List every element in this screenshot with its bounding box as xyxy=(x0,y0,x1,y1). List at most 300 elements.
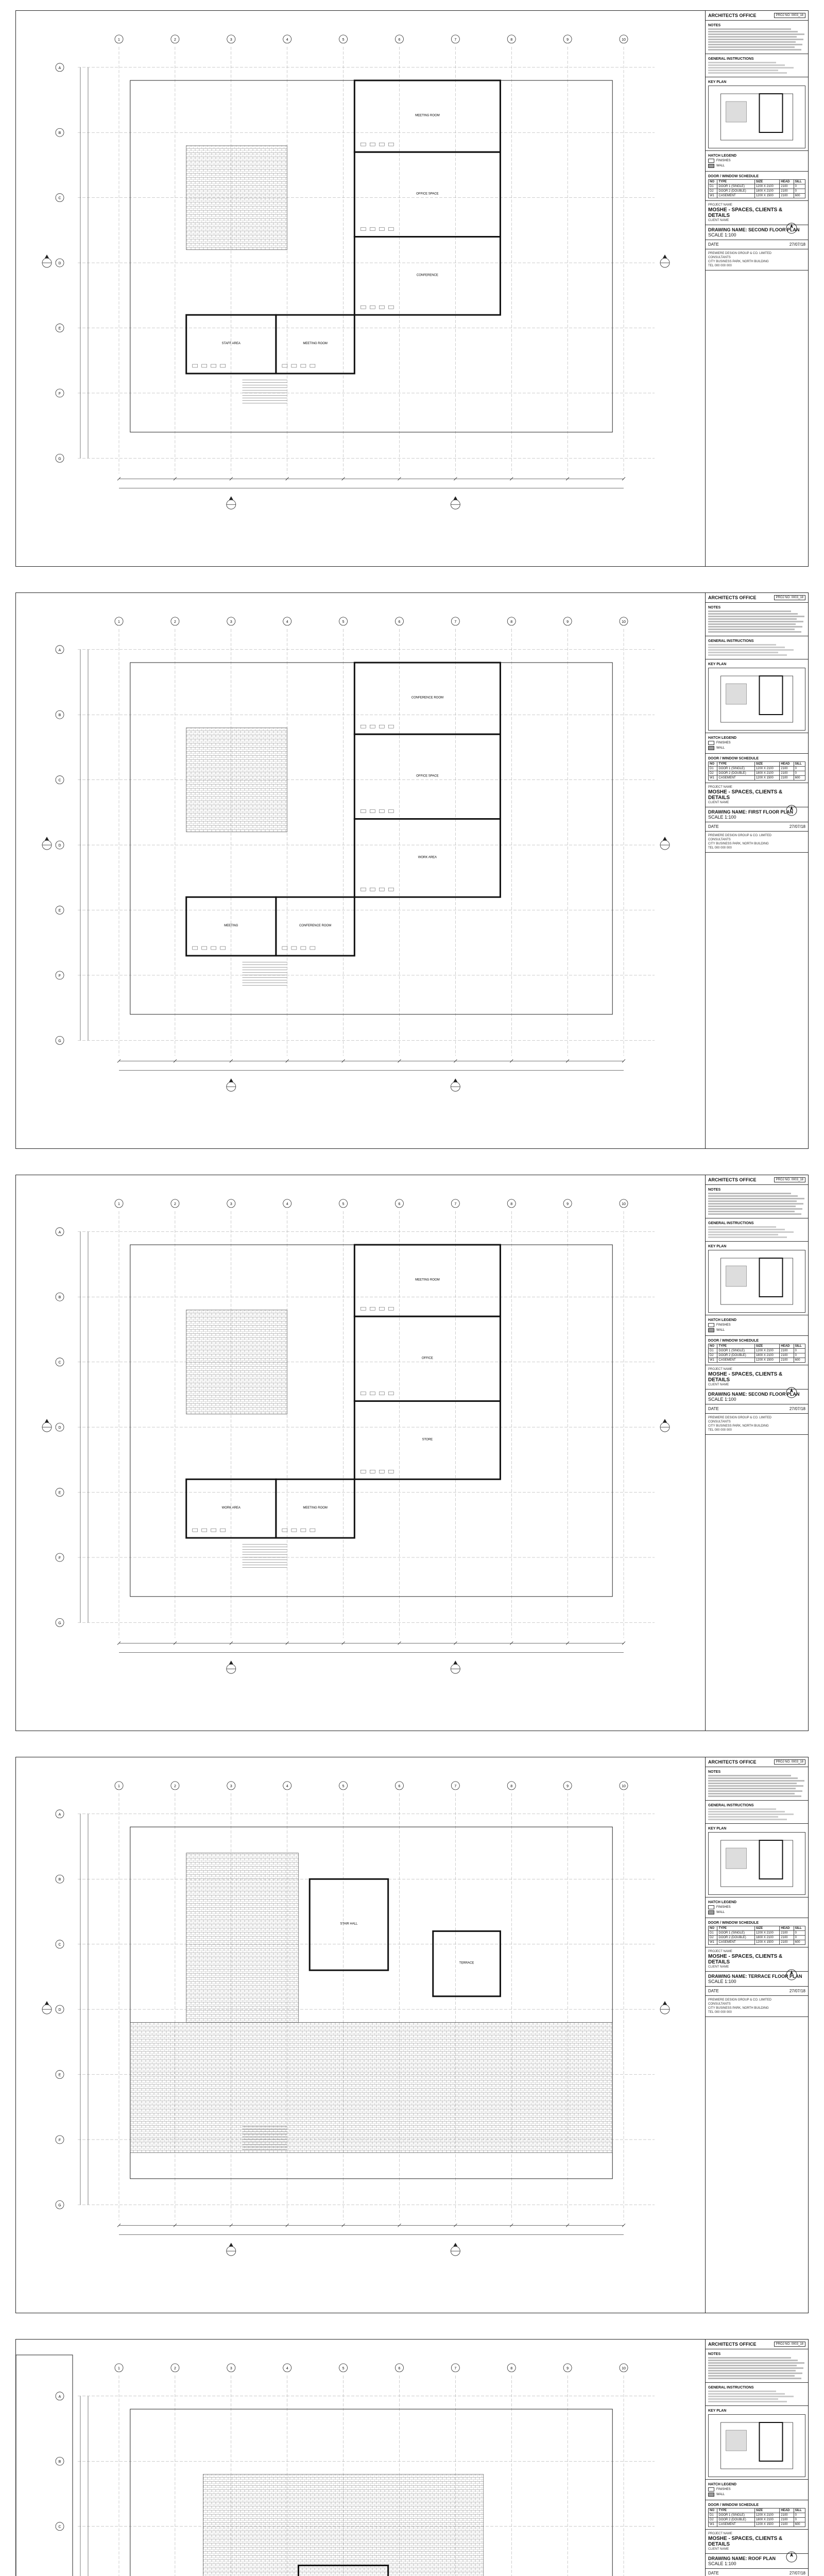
svg-text:B: B xyxy=(58,131,61,135)
svg-text:5: 5 xyxy=(342,1202,345,1206)
date-row xyxy=(706,1404,808,1414)
schedule-column-header: SILL xyxy=(794,180,805,184)
schedule-heading: DOOR / WINDOW SCHEDULE xyxy=(708,1921,759,1925)
schedule-cell: CASEMENT xyxy=(717,194,754,198)
project-name: MOSHE - SPACES, CLIENTS & DETAILS xyxy=(708,789,783,801)
date-value: 27/07/18 xyxy=(789,2571,805,2575)
note-line xyxy=(708,1211,795,1212)
note-line xyxy=(708,611,791,612)
svg-text:3: 3 xyxy=(230,1784,232,1788)
key-plan-heading: KEY PLAN xyxy=(708,2409,727,2413)
svg-text:6: 6 xyxy=(398,38,401,42)
schedule-cell: 1800 X 2100 xyxy=(754,1936,779,1940)
schedule-heading: DOOR / WINDOW SCHEDULE xyxy=(708,757,759,760)
legend-item xyxy=(708,2487,805,2492)
room-label: CONFERENCE ROOM xyxy=(411,696,444,700)
note-line xyxy=(708,1793,795,1794)
schedule-row xyxy=(709,1931,805,1936)
floor-plan-drawing xyxy=(16,1175,706,1731)
schedule-cell: 2100 xyxy=(780,771,794,776)
legend-swatch xyxy=(708,2493,714,2497)
general-instructions-heading: GENERAL INSTRUCTIONS xyxy=(708,1222,754,1225)
schedule-cell: DOOR 2 (DOUBLE) xyxy=(717,2518,754,2522)
general-instructions xyxy=(706,54,808,77)
date-value: 27/07/18 xyxy=(789,824,805,829)
svg-text:2: 2 xyxy=(174,1784,176,1788)
svg-text:4: 4 xyxy=(286,1784,288,1788)
note-line xyxy=(708,44,802,45)
project-info xyxy=(706,2530,808,2554)
schedule-row xyxy=(709,767,805,771)
date-value: 27/07/18 xyxy=(789,1989,805,1993)
svg-text:9: 9 xyxy=(566,2366,569,2370)
schedule-row xyxy=(709,194,805,198)
schedule-cell: CASEMENT xyxy=(717,1940,754,1945)
schedule-cell: 2100 xyxy=(780,194,794,198)
notes-section xyxy=(706,603,808,636)
drawing-name: DRAWING NAME: ROOF PLAN xyxy=(708,2556,776,2561)
legend-item xyxy=(708,2493,805,2497)
legend-item xyxy=(708,164,805,168)
svg-text:F: F xyxy=(58,1556,61,1560)
note-line xyxy=(708,2370,796,2371)
legend-swatch xyxy=(708,2487,714,2492)
drawing-sheet xyxy=(15,10,809,567)
key-plan-thumbnail xyxy=(708,1250,805,1313)
date-row xyxy=(706,2569,808,2576)
key-plan-thumbnail xyxy=(708,1832,805,1895)
room-label: MEETING ROOM xyxy=(303,342,328,346)
hatch-legend-heading: HATCH LEGEND xyxy=(708,1318,737,1322)
legend-label: WALL xyxy=(716,164,725,167)
instruction-line xyxy=(708,67,794,69)
project-name: MOSHE - SPACES, CLIENTS & DETAILS xyxy=(708,1954,783,1965)
svg-text:G: G xyxy=(58,1621,61,1625)
note-line xyxy=(708,2360,798,2361)
floor-plan-drawing xyxy=(16,11,706,566)
project-info xyxy=(706,1947,808,1972)
note-line xyxy=(708,2367,803,2369)
key-plan-heading: KEY PLAN xyxy=(708,1245,727,1248)
schedule-table xyxy=(708,1344,805,1363)
svg-text:C: C xyxy=(58,2525,61,2529)
room-label: OFFICE SPACE xyxy=(416,774,439,778)
schedule-cell: D2 xyxy=(709,1353,717,1358)
schedule-row xyxy=(709,1353,805,1358)
room-label: WORK AREA xyxy=(418,856,437,859)
legend-label: FINISHES xyxy=(716,2488,731,2491)
schedule-cell: 2100 xyxy=(780,189,794,194)
schedule-cell: DOOR 1 (SINGLE) xyxy=(717,2513,754,2518)
svg-text:D: D xyxy=(58,1426,61,1430)
svg-text:E: E xyxy=(58,909,61,913)
schedule-column-header: NO xyxy=(709,180,717,184)
legend-swatch xyxy=(708,1910,714,1914)
svg-text:6: 6 xyxy=(398,2366,401,2370)
note-line xyxy=(708,1200,797,1202)
schedule-table xyxy=(708,1926,805,1945)
key-plan-thumbnail xyxy=(708,2414,805,2477)
svg-text:3: 3 xyxy=(230,38,232,42)
schedule-cell: 1800 X 2100 xyxy=(754,189,779,194)
room-label: WORK AREA xyxy=(221,1506,241,1510)
consultant-footer xyxy=(706,1996,808,2017)
legend-item xyxy=(708,741,805,745)
schedule-cell: D1 xyxy=(709,2513,717,2518)
project-name: MOSHE - SPACES, CLIENTS & DETAILS xyxy=(708,207,783,218)
legend-swatch xyxy=(708,1323,714,1327)
room-label: STAIR HALL xyxy=(340,1922,358,1926)
legend-label: WALL xyxy=(716,747,725,750)
legend-swatch xyxy=(708,1905,714,1909)
svg-text:9: 9 xyxy=(566,1784,569,1788)
office-header xyxy=(706,1175,808,1185)
room-label: STORE xyxy=(422,1438,433,1442)
svg-text:8: 8 xyxy=(510,620,513,624)
svg-text:10: 10 xyxy=(622,2366,626,2370)
drawing-scale: SCALE 1:100 xyxy=(708,1397,736,1402)
key-plan-thumbnail xyxy=(708,86,805,148)
project-info xyxy=(706,783,808,807)
svg-text:F: F xyxy=(58,2138,61,2142)
note-line xyxy=(708,1783,797,1784)
office-header xyxy=(706,1757,808,1767)
schedule-cell: DOOR 1 (SINGLE) xyxy=(717,184,754,189)
key-plan-section xyxy=(706,1242,808,1315)
legend-swatch xyxy=(708,741,714,745)
schedule-row xyxy=(709,1936,805,1940)
legend-label: FINISHES xyxy=(716,1324,731,1327)
note-line xyxy=(708,36,797,38)
svg-text:1: 1 xyxy=(118,620,120,624)
schedule-column-header: HEAD xyxy=(780,1344,794,1349)
schedule-column-header: SIZE xyxy=(754,1926,779,1931)
footer-line: PREMIERE DESIGN GROUP & CO. LIMITED xyxy=(708,252,771,255)
note-line xyxy=(708,1193,791,1194)
svg-text:A: A xyxy=(58,1230,61,1234)
footer-line: CITY BUSINESS PARK, NORTH BUILDING xyxy=(708,260,769,263)
schedule-column-header: HEAD xyxy=(780,762,794,767)
drawing-scale: SCALE 1:100 xyxy=(708,232,736,238)
footer-line: PREMIERE DESIGN GROUP & CO. LIMITED xyxy=(708,1416,771,1419)
schedule-cell: 0 xyxy=(794,771,805,776)
schedule-cell: 2100 xyxy=(780,1358,794,1363)
schedule-cell: 600 xyxy=(794,1940,805,1945)
room-label: OFFICE xyxy=(421,1357,433,1360)
title-block xyxy=(705,2340,808,2576)
note-line xyxy=(708,1790,802,1792)
legend-swatch xyxy=(708,159,714,163)
instruction-line xyxy=(708,1231,794,1233)
svg-text:C: C xyxy=(58,778,61,783)
note-line xyxy=(708,2372,802,2374)
svg-text:C: C xyxy=(58,1361,61,1365)
svg-text:E: E xyxy=(58,1491,61,1495)
legend-swatch xyxy=(708,1328,714,1332)
consultant-footer xyxy=(706,249,808,270)
date-label: DATE xyxy=(708,1406,719,1411)
svg-text:4: 4 xyxy=(286,2366,288,2370)
notes-heading: NOTES xyxy=(708,1770,721,1774)
instruction-line xyxy=(708,644,776,646)
schedule-cell: 600 xyxy=(794,194,805,198)
svg-text:F: F xyxy=(58,392,61,396)
date-value: 27/07/18 xyxy=(789,242,805,247)
schedule-cell: DOOR 2 (DOUBLE) xyxy=(717,189,754,194)
schedule-cell: DOOR 1 (SINGLE) xyxy=(717,1931,754,1936)
general-instructions-heading: GENERAL INSTRUCTIONS xyxy=(708,639,754,643)
svg-text:5: 5 xyxy=(342,2366,345,2370)
schedule-cell: 0 xyxy=(794,1931,805,1936)
schedule-cell: DOOR 1 (SINGLE) xyxy=(717,1349,754,1353)
note-line xyxy=(708,1775,791,1776)
date-label: DATE xyxy=(708,824,719,829)
instruction-line xyxy=(708,1816,778,1818)
notes-section xyxy=(706,2349,808,2383)
svg-text:5: 5 xyxy=(342,620,345,624)
note-line xyxy=(708,28,791,30)
schedule-cell: 600 xyxy=(794,2522,805,2527)
drawing-name: DRAWING NAME: FIRST FLOOR PLAN xyxy=(708,809,793,815)
office-name: ARCHITECTS OFFICE xyxy=(708,1759,757,1765)
footer-line: CONSULTANTS xyxy=(708,2003,731,2006)
schedule-column-header: HEAD xyxy=(780,1926,794,1931)
floor-plan-drawing xyxy=(16,2340,706,2576)
note-line xyxy=(708,623,796,625)
instruction-line xyxy=(708,64,785,66)
schedule-header-row xyxy=(709,1926,805,1931)
svg-text:10: 10 xyxy=(622,1784,626,1788)
note-line xyxy=(708,621,803,622)
footer-line: CITY BUSINESS PARK, NORTH BUILDING xyxy=(708,2007,769,2010)
legend-swatch xyxy=(708,746,714,750)
date-label: DATE xyxy=(708,1989,719,1993)
schedule-cell: 2100 xyxy=(780,776,794,781)
schedule-column-header: HEAD xyxy=(780,180,794,184)
schedule-cell: 0 xyxy=(794,1349,805,1353)
date-label: DATE xyxy=(708,242,719,247)
instruction-line xyxy=(708,2396,794,2397)
schedule-cell: W1 xyxy=(709,194,717,198)
instruction-line xyxy=(708,2401,787,2402)
floor-plan-drawing xyxy=(16,593,706,1148)
note-line xyxy=(708,2365,797,2366)
svg-text:4: 4 xyxy=(286,620,288,624)
footer-line: TEL 000 000 000 xyxy=(708,264,732,267)
footer-line: PREMIERE DESIGN GROUP & CO. LIMITED xyxy=(708,834,771,837)
date-value: 27/07/18 xyxy=(789,1406,805,1411)
schedule-cell: 1200 X 1500 xyxy=(754,2522,779,2527)
schedule-column-header: SILL xyxy=(794,762,805,767)
consultant-footer xyxy=(706,1414,808,1435)
svg-text:5: 5 xyxy=(342,38,345,42)
schedule-cell: 1200 X 2100 xyxy=(754,1931,779,1936)
office-header xyxy=(706,593,808,603)
schedule-cell: 1200 X 2100 xyxy=(754,2513,779,2518)
legend-item xyxy=(708,1905,805,1909)
title-block xyxy=(705,1757,808,2313)
general-instructions xyxy=(706,1218,808,1242)
instruction-line xyxy=(708,70,778,71)
schedule-cell: 0 xyxy=(794,189,805,194)
note-line xyxy=(708,1213,801,1215)
schedule-cell: 2100 xyxy=(780,767,794,771)
schedule-cell: 1200 X 2100 xyxy=(754,1349,779,1353)
legend-label: WALL xyxy=(716,1911,725,1914)
svg-text:6: 6 xyxy=(398,1784,401,1788)
svg-text:1: 1 xyxy=(118,1202,120,1206)
note-line xyxy=(708,631,801,633)
schedule-row xyxy=(709,771,805,776)
drawing-sheet xyxy=(15,592,809,1149)
floor-plan-drawing xyxy=(16,1757,706,2313)
schedule-column-header: NO xyxy=(709,762,717,767)
footer-line: CONSULTANTS xyxy=(708,1420,731,1423)
schedule-column-header: NO xyxy=(709,2509,717,2513)
legend-label: FINISHES xyxy=(716,159,731,162)
instruction-line xyxy=(708,1811,785,1812)
project-label: PROJECT NAME xyxy=(708,2532,732,2535)
svg-text:E: E xyxy=(58,327,61,331)
note-line xyxy=(708,41,796,43)
footer-line: CITY BUSINESS PARK, NORTH BUILDING xyxy=(708,842,769,845)
schedule-cell: DOOR 1 (SINGLE) xyxy=(717,767,754,771)
svg-text:2: 2 xyxy=(174,620,176,624)
svg-text:8: 8 xyxy=(510,1784,513,1788)
schedule-cell: D2 xyxy=(709,2518,717,2522)
schedule-header-row xyxy=(709,1344,805,1349)
note-line xyxy=(708,39,803,40)
svg-text:F: F xyxy=(58,974,61,978)
schedule-row xyxy=(709,184,805,189)
date-row xyxy=(706,822,808,832)
drawing-name: DRAWING NAME: TERRACE FLOOR PLAN xyxy=(708,1974,802,1979)
note-line xyxy=(708,629,795,630)
key-plan-section xyxy=(706,77,808,151)
svg-text:B: B xyxy=(58,1878,61,1882)
door-window-schedule xyxy=(706,172,808,201)
notes-heading: NOTES xyxy=(708,606,721,609)
schedule-cell: D1 xyxy=(709,1349,717,1353)
key-plan-section xyxy=(706,2406,808,2480)
schedule-cell: D1 xyxy=(709,184,717,189)
project-info xyxy=(706,1365,808,1389)
legend-item xyxy=(708,1328,805,1332)
schedule-row xyxy=(709,1349,805,1353)
svg-text:A: A xyxy=(58,66,61,70)
footer-line: CITY BUSINESS PARK, NORTH BUILDING xyxy=(708,1425,769,1428)
drawing-scale: SCALE 1:100 xyxy=(708,1979,736,1984)
title-block xyxy=(705,1175,808,1731)
instruction-line xyxy=(708,2393,785,2395)
hatch-legend xyxy=(706,1897,808,1918)
door-window-schedule xyxy=(706,1918,808,1947)
schedule-cell: 1200 X 2100 xyxy=(754,184,779,189)
drawing-sheet xyxy=(15,1757,809,2313)
legend-label: FINISHES xyxy=(716,1906,731,1909)
svg-text:2: 2 xyxy=(174,1202,176,1206)
svg-text:1: 1 xyxy=(118,1784,120,1788)
note-line xyxy=(708,1780,804,1782)
note-line xyxy=(708,2357,791,2359)
svg-text:7: 7 xyxy=(454,1202,457,1206)
note-line xyxy=(708,46,795,48)
schedule-table xyxy=(708,2508,805,2527)
svg-text:9: 9 xyxy=(566,1202,569,1206)
door-window-schedule xyxy=(706,754,808,783)
schedule-heading: DOOR / WINDOW SCHEDULE xyxy=(708,1339,759,1343)
client-label: CLIENT NAME xyxy=(708,1383,729,1386)
note-line xyxy=(708,1203,803,1205)
note-line xyxy=(708,33,804,35)
svg-text:9: 9 xyxy=(566,38,569,42)
client-label: CLIENT NAME xyxy=(708,1965,729,1969)
instruction-line xyxy=(708,1808,776,1810)
footer-line: TEL 000 000 000 xyxy=(708,846,732,850)
drawing-scale: SCALE 1:100 xyxy=(708,2561,736,2566)
schedule-column-header: SILL xyxy=(794,1926,805,1931)
room-label: MEETING xyxy=(224,924,238,928)
schedule-cell: 0 xyxy=(794,2518,805,2522)
date-row xyxy=(706,240,808,249)
project-label: PROJECT NAME xyxy=(708,204,732,207)
schedule-cell: 2100 xyxy=(780,1931,794,1936)
svg-text:B: B xyxy=(58,714,61,718)
instruction-line xyxy=(708,1234,778,1235)
note-line xyxy=(708,618,797,620)
schedule-cell: 2100 xyxy=(780,1936,794,1940)
svg-text:D: D xyxy=(58,2008,61,2012)
schedule-cell: W1 xyxy=(709,776,717,781)
room-label: CONFERENCE ROOM xyxy=(299,924,332,928)
schedule-cell: 2100 xyxy=(780,1349,794,1353)
legend-item xyxy=(708,746,805,750)
key-plan-heading: KEY PLAN xyxy=(708,663,727,666)
instruction-line xyxy=(708,1226,776,1228)
title-block xyxy=(705,11,808,566)
schedule-cell: DOOR 2 (DOUBLE) xyxy=(717,771,754,776)
notes-section xyxy=(706,1185,808,1218)
office-name: ARCHITECTS OFFICE xyxy=(708,595,757,600)
project-info xyxy=(706,201,808,225)
footer-line: PREMIERE DESIGN GROUP & CO. LIMITED xyxy=(708,1998,771,2002)
project-name: MOSHE - SPACES, CLIENTS & DETAILS xyxy=(708,1371,783,1383)
schedule-row xyxy=(709,1940,805,1945)
room-label: OFFICE SPACE xyxy=(416,192,439,196)
schedule-header-row xyxy=(709,2509,805,2513)
notes-section xyxy=(706,1767,808,1801)
svg-text:G: G xyxy=(58,1039,61,1043)
note-line xyxy=(708,616,804,617)
drawing-name: DRAWING NAME: SECOND FLOOR PLAN xyxy=(708,227,800,232)
svg-text:7: 7 xyxy=(454,620,457,624)
schedule-column-header: SIZE xyxy=(754,1344,779,1349)
svg-text:D: D xyxy=(58,844,61,848)
title-block xyxy=(705,593,808,1148)
note-line xyxy=(708,1208,802,1210)
schedule-cell: CASEMENT xyxy=(717,776,754,781)
schedule-cell: 0 xyxy=(794,1936,805,1940)
svg-text:5: 5 xyxy=(342,1784,345,1788)
note-line xyxy=(708,1198,804,1199)
drawing-info xyxy=(706,1389,808,1404)
svg-text:1: 1 xyxy=(118,38,120,42)
key-plan-heading: KEY PLAN xyxy=(708,80,727,84)
general-instructions-heading: GENERAL INSTRUCTIONS xyxy=(708,2386,754,2389)
instruction-line xyxy=(708,1814,794,1815)
room-label: MEETING ROOM xyxy=(415,114,440,117)
schedule-header-row xyxy=(709,762,805,767)
